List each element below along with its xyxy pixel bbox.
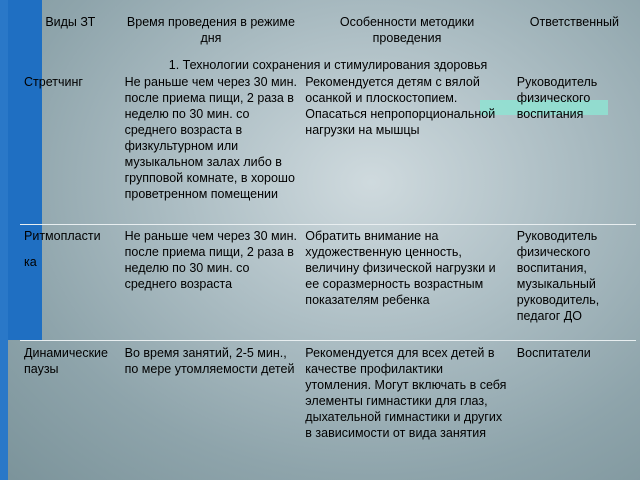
row-type bbox=[20, 225, 121, 341]
health-technologies-table bbox=[20, 14, 636, 441]
row-method: Обратить внимание на художественную ценность, величину физической нагрузки и ее соразмерность возрастным показателям ребенка bbox=[305, 228, 496, 307]
table-row bbox=[20, 74, 636, 224]
row-responsible: Воспитатели bbox=[516, 346, 591, 360]
table-header-row bbox=[20, 14, 636, 56]
row-time: Не раньше чем через 30 мин. после приема пищи, 2 раза в неделю по 30 мин. со среднего возраста в физкультурном или музыкальном залах либо в групповой комнате, в хорошо проветренном помещении bbox=[124, 75, 297, 201]
section-title: 1. Технологии сохранения и стимулирования здоровья bbox=[168, 58, 488, 72]
row-responsible: Руководитель физического воспитания bbox=[516, 75, 598, 121]
row-method: Рекомендуется детям с вялой осанкой и плоскостопием. Опасаться непропорциональной нагрузки на мышцы bbox=[305, 75, 496, 137]
section-title-row bbox=[20, 56, 636, 74]
row-time: Не раньше чем через 30 мин. после приема пищи, 2 раза в неделю по 30 мин. со среднего возраста bbox=[124, 228, 297, 291]
row-type: Динамические паузы bbox=[24, 346, 108, 376]
table-row bbox=[20, 341, 636, 441]
header-method: Особенности методики проведения bbox=[339, 15, 475, 45]
row-type-part1: Ритмопласти bbox=[24, 228, 101, 243]
row-type-part2: ка bbox=[24, 254, 37, 269]
row-method: Рекомендуется для всех детей в качестве профилактики утомления. Могут включать в себя элементы гимнастики для глаз, дыхательной гимнастики и других в зависимости от вида занятия bbox=[305, 346, 507, 440]
row-time: Во время занятий, 2-5 мин., по мере утомляемости детей bbox=[124, 346, 295, 376]
row-responsible: Руководитель физического воспитания, музыкальный руководитель, педагог ДО bbox=[516, 228, 600, 323]
decorative-blue-edge bbox=[0, 0, 8, 480]
header-time: Время проведения в режиме дня bbox=[126, 15, 295, 45]
header-responsible: Ответственный bbox=[529, 15, 620, 29]
header-types: Виды ЗТ bbox=[45, 15, 96, 29]
row-type: Стретчинг bbox=[24, 75, 83, 89]
table-row bbox=[20, 225, 636, 341]
